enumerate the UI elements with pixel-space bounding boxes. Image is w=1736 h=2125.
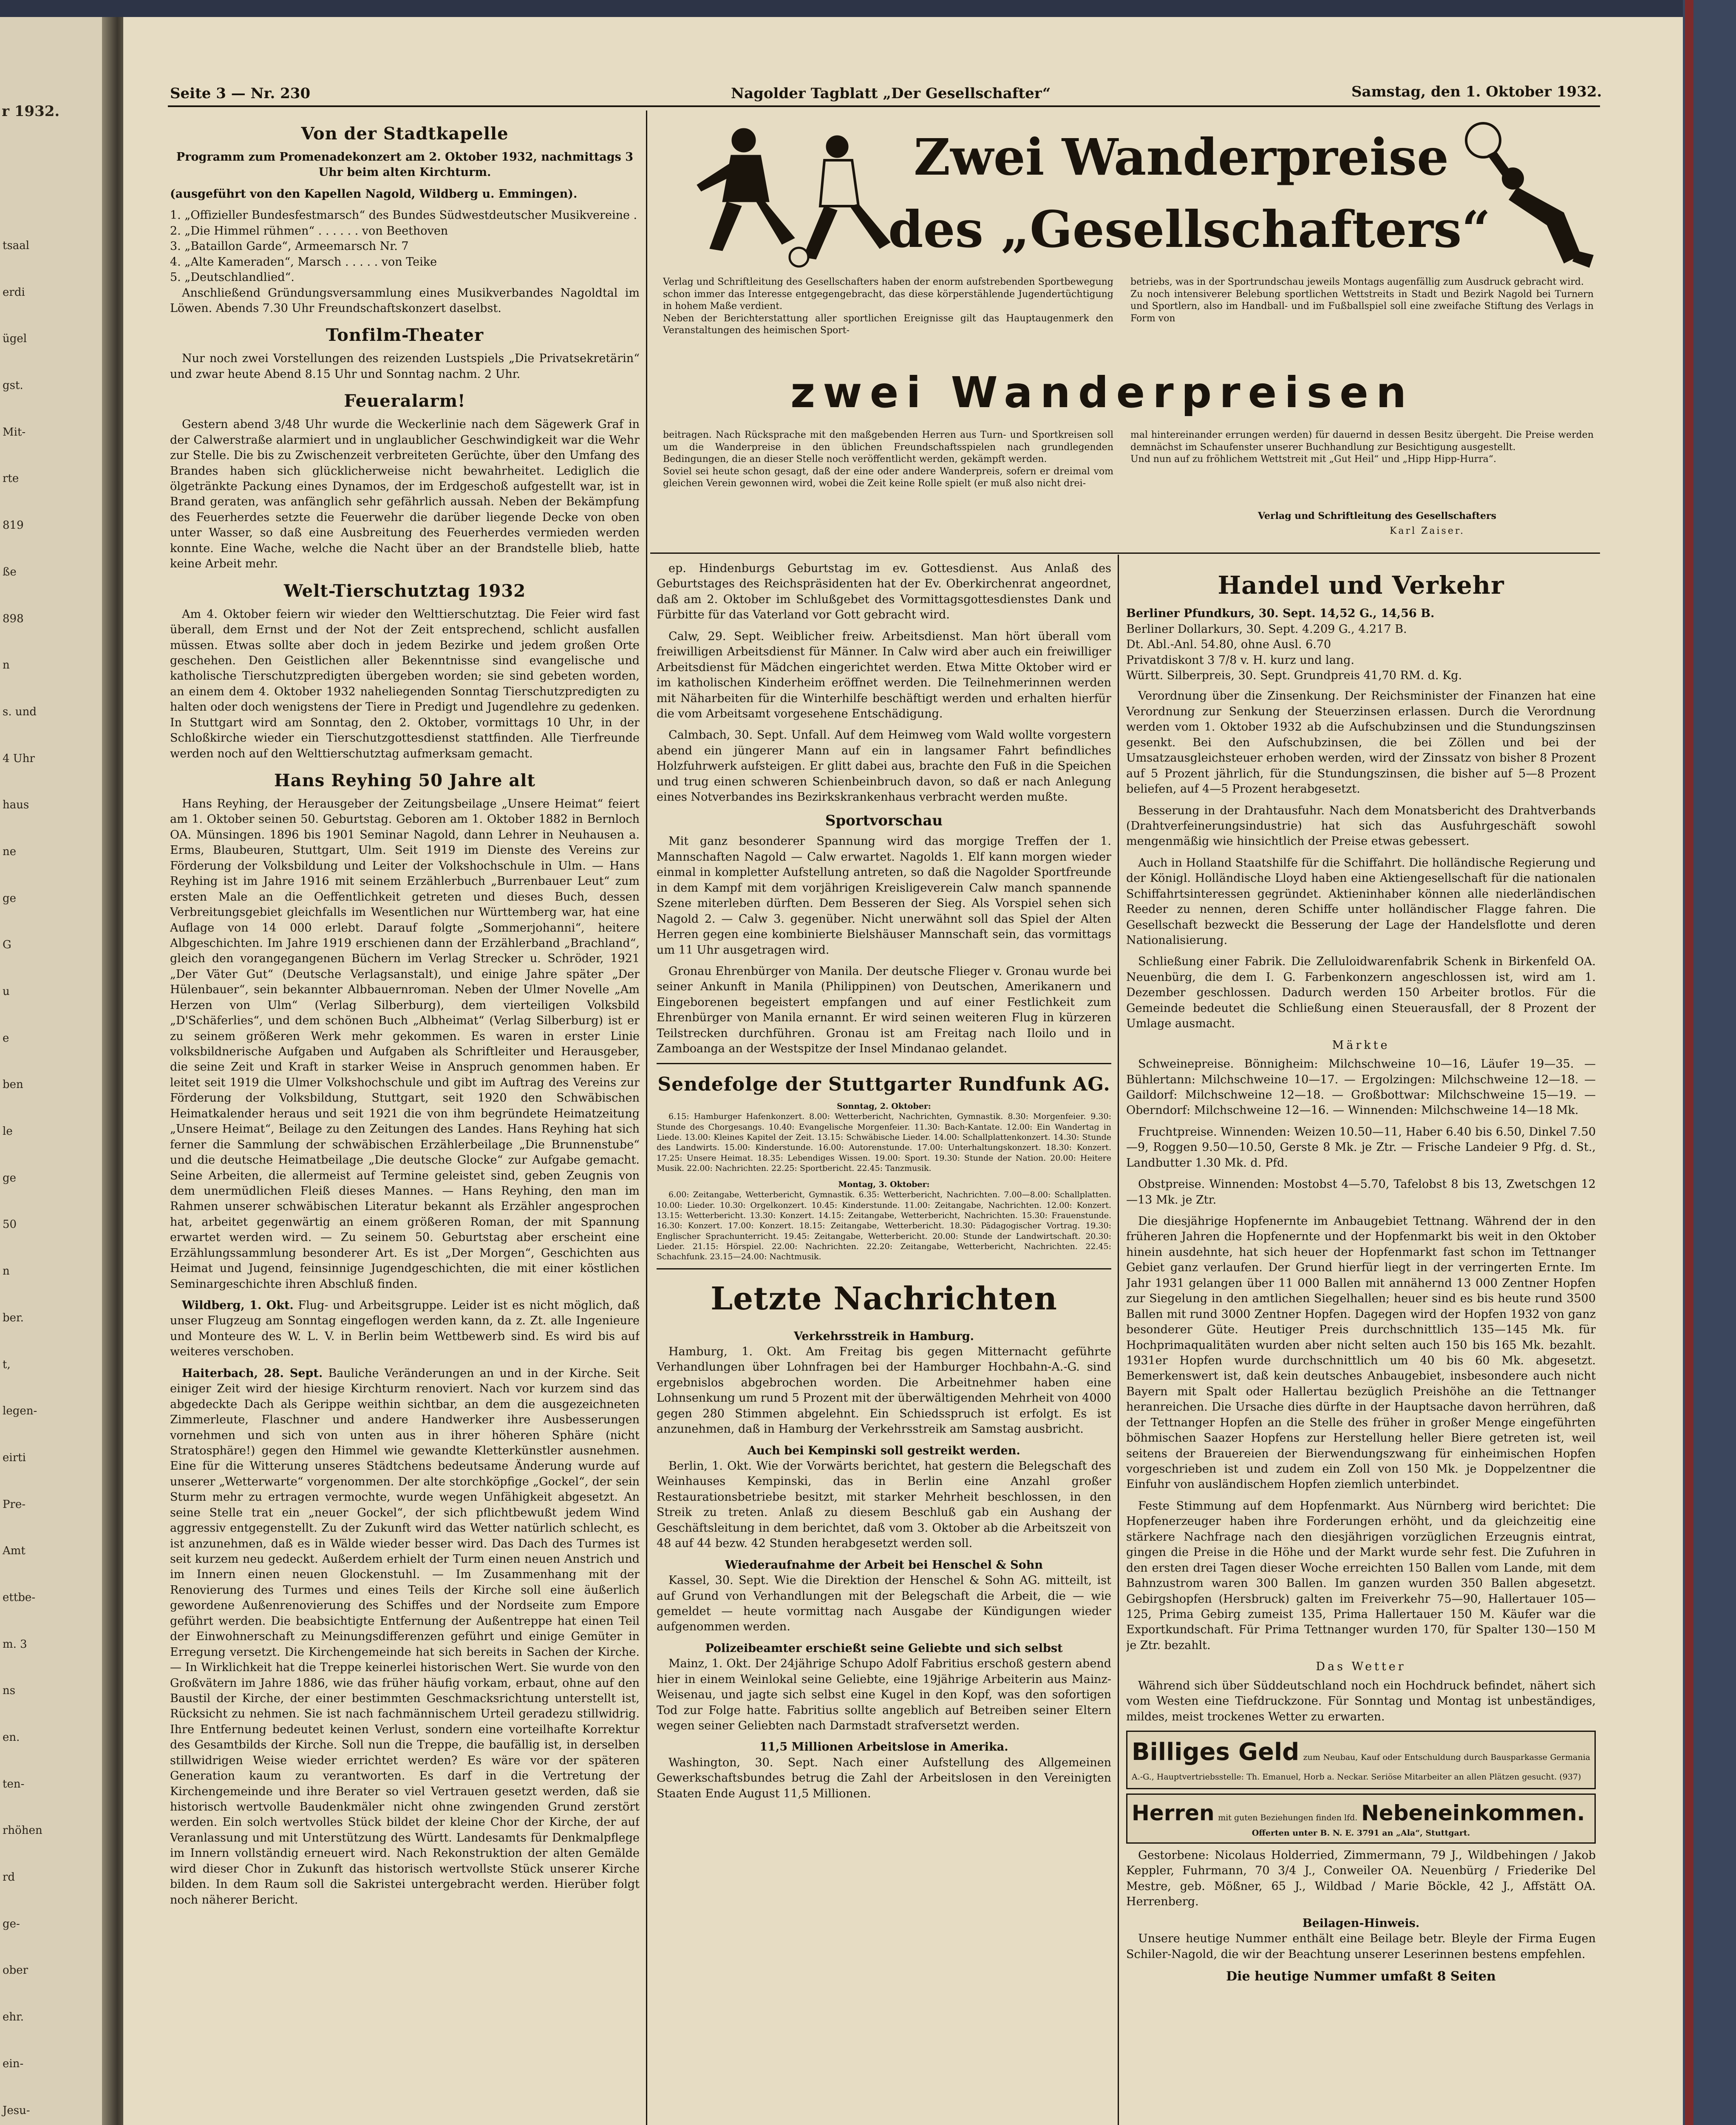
maerkte-title: Märkte <box>1332 1038 1390 1052</box>
column-left <box>170 115 640 2125</box>
mainz-title: Polizeibeamter erschießt seine Geliebte und sich selbst <box>705 1641 1063 1655</box>
previous-page-fragment: m. 3 <box>3 1638 27 1651</box>
henschel-article: Kassel, 30. Sept. Wie die Direktion der Henschel & Sohn AG. mitteilt, ist auf Grund von Verhandlungen mit der Belegschaft die Arbeit, die — wie gemeldet — heute vormittag nach Ausgabe der Kündigungen wieder aufgenommen werden. <box>657 1574 1111 1634</box>
previous-page-fragment: n <box>3 659 10 672</box>
previous-page-fragment: erdi <box>3 286 25 299</box>
stadtkapelle-performers: (ausgeführt von den Kapellen Nagold, Wildberg u. Emmingen). <box>170 187 578 201</box>
letzte-nachrichten-title: Letzte Nachrichten <box>711 1280 1057 1317</box>
goalkeeper-illustration <box>1453 115 1598 276</box>
draht-article: Besserung in der Drahtausfuhr. Nach dem Monatsbericht des Drahtverbands (Drahtverfeinerungsindustrie) hat sich das Ausfuhrgeschäft sowohl mengenmäßig wie hinsichtlich der Preise etwas gebessert. <box>1126 804 1596 848</box>
previous-page-fragment: rd <box>3 1871 15 1884</box>
wanderpreise-headline-1: Zwei Wanderpreise <box>914 128 1449 187</box>
ad-billiges-geld-headline: Billiges Geld <box>1132 1738 1300 1766</box>
previous-page-fragment: u <box>3 985 10 998</box>
sport-article: Mit ganz besonderer Spannung wird das morgige Treffen der 1. Mannschaften Nagold — Calw erwartet. Nagolds 1. Elf kann morgen wieder einmal in kompletter Aufstellung antreten, so daß die Nagolder Sportfreunde in dem Kampf mit dem vorjährigen Kreisligeverein Calw manch spannende Szene miterleben dürften. Dem Besseren der Sieg. Als Vorspiel sehen sich Nagold 2. — Calw 3. gegenüber. Nicht unerwähnt soll das Spiel der Alten Herren gegen eine kombinierte Bielshäuser Mannschaft sein, das vormittags um 11 Uhr ausgetragen wird. <box>657 835 1111 957</box>
previous-page-fragment: ns <box>3 1684 16 1697</box>
calw-article: Calw, 29. Sept. Weiblicher freiw. Arbeitsdienst. Man hört überall vom freiwilligen Arbeitsdienst für Männer. In Calw wird aber auch ein freiwilliger Arbeitsdienst für Mädchen eingerichtet werden. Etwa Mitte Oktober wird er im katholischen Kinderheim eröffnet werden. Die Teilnehmerinnen werden mit Näharbeiten für die Winterhilfe beschäftigt werden und erhalten hierfür die vom Arbeitsamt vorgesehene Entschädigung. <box>657 629 1111 720</box>
previous-page-fragment: ügel <box>3 332 27 346</box>
manila-article: Gronau Ehrenbürger von Manila. Der deutsche Flieger v. Gronau wurde bei seiner Ankunft in Manila (Philippinen) von Deutschen, Amerikanern und Eingeborenen begeistert empfangen und auf einer Festlichkeit zum Ehrenbürger von Manila ernannt. Er wird seinen weiteren Flug in kürzeren Teilstrecken durchführen. Gronau ist am Freitag nach Iloilo und in Zamboanga an der Westspitze der Insel Mindanao gelandet. <box>657 964 1111 1056</box>
previous-page-fragment: rhöhen <box>3 1824 42 1837</box>
tonfilm-text: Nur noch zwei Vorstellungen des reizenden Lustspiels „Die Privatsekretärin“ und zwar heute Abend 8.15 Uhr und Sonntag nachm. 2 Uhr. <box>170 352 640 381</box>
haiterbach-text: Bauliche Veränderungen an und in der Kirche. Seit einiger Zeit wird der hiesige Kirchturm renoviert. Nach vor kurzem sind das abgedeckte Dach als Gerippe weithin sichtbar, an dem die ausgezeichneten Zimmerleute, Flaschner und andere Handwerker ihre Ausbesserungen vornehmen und sich von unten aus in ihrer höheren Sphäre (nicht Stratosphäre!) gegen den Himmel wie gewandte Kletterkünstler ausnehmen. Eine für die Witterung unseres Städtchens bedeutsame Änderung wurde auf unserer „Wetterwarte“ vorgenommen. Der alte storchköpfige „Gockel“, der sein Sturm mehr zu ertragen vermochte, wurde wegen Unfähigkeit abgesetzt. An seine Stelle trat ein „neuer Gockel“, der sich pflichtbewußt jedem Wind aggressiv entgegenstellt. Zu der Zukunft wird das Wetter natürlich schlecht, es ist anzunehmen, daß es in Wälde wieder besser wird. Das Dach des Turmes ist seit kurzem neu gedeckt. Außerdem erhielt der Turm einen neuen Anstrich und im Innern einen neuen Glockenstuhl. — Im Zusammenhang mit der Renovierung des Turmes und eines Teils der Kirche soll eine äußerlich gewordene Außenrenovierung des Schiffes und der Nordseite zum Empore geführt werden. Die beabsichtigte Entfernung der Außentreppe hat einen Teil der Einwohnerschaft zu Meinungsdifferenzen geführt und einige Gemüter in Erregung versetzt. Die Kirchengemeinde hat sich bereits in Sachen der Kirche. — In Wirklichkeit hat die Treppe keinerlei historischen Wert. Sie wurde von den Großvätern im Jahre 1886, wie das früher häufig vorkam, erbaut, ohne auf den Baustil der Kirche, der einer bestimmten Geschmacksrichtung unterstellt ist, Rücksicht zu nehmen. Sie ist nach fachmännischem Urteil geradezu stillwidrig. Ihre Entfernung bedeutet keinen Verlust, sondern eine vorteilhafte Korrektur des Gesamtbilds der Kirche. Soll nun die Treppe, die baufällig ist, in derselben stillwidrigen Weise wieder errichtet werden? Es wäre vor der späteren Generation kaum zu verantworten. Es darf in die Vertretung der Kirchengemeinde und ihre Berater so viel Vertrauen gesetzt werden, daß sie historisch wertvolle Baudenkmäler nicht ohne zwingenden Grund zerstört werden. Ein solch wertvolles Stück bildet der kleine Chor der Kirche, der auf Veranlassung und mit Unterstützung des Württ. Landesamts für Denkmalpflege im Innern vollständig erneuert wird. Nach Rekonstruktion der alten Gemälde wird dieser Chor in Zukunft das historisch wertvollste Stück unserer Kirche bilden. In dem Raum soll die Sakristei untergebracht werden. Hierüber folgt noch näherer Bericht. <box>170 1366 640 1907</box>
issue-date: Samstag, den 1. Oktober 1932. <box>1351 83 1602 100</box>
zinsen-article: Verordnung über die Zinsenkung. Der Reichsminister der Finanzen hat eine Verordnung zur Senkung der Steuerzinsen erlassen. Durch die Verordnung werden vom 1. Oktober 1932 ab die Aufschubzinsen und die Stundungszinsen gesenkt. Bei den Aufschubzinsen, die bei Zöllen und bei der Umsatzausgleichsteuer erhoben werden, wird der Zinssatz von bisher 8 Prozent auf 5 Prozent jährlich, für die Stundungszinsen, die bisher auf 5—8 Prozent beliefen, auf 4—5 Prozent herabgesetzt. <box>1126 689 1596 796</box>
hopfen-article: Die diesjährige Hopfenernte im Anbaugebiet Tettnang. Während der in den früheren Jahren die Hopfenernte und der Hopfenmarkt bis weit in den Oktober hinein ausdehnte, hat sich heuer der Hopfenmarkt fast schon im Tettnanger Gebiet ganz verlaufen. Der Grund hierfür liegt in der verringerten Ernte. Im Jahr 1931 gelangen über 11 000 Ballen mit annähernd 13 000 Zentner Hopfen zur Siegelung in den amtlichen Siegelhallen; heuer sind es bis heute rund 3500 Ballen mit rund 3000 Zentner Hopfen. Dagegen wird der Hopfen 1932 von ganz besonderer Güte. Heutiger Preis durchschnittlich 135—145 Mk. für Hochprimaqualitäten wurden aber nicht selten auch 150 bis 165 Mk. bezahlt. 1931er Hopfen wurde durchschnittlich um 40 bis 60 Mk. abgesetzt. Bemerkenswert ist, daß kein deutsches Anbaugebiet, insbesondere auch nicht Bayern mit Spalt oder Hallertau bezüglich Preishöhe an die Tettnanger heranreichen. Die Ursache dies dürfte in der Hauptsache davon herrühren, daß der Tettnanger Hopfen an die Stelle des früher in großer Menge eingeführten böhmischen Saazer Hopfens zur Herstellung heller Biere getreten ist, weil seitens der Brauereien der Bierwendungszwang für einheimischen Hopfen vorgeschrieben ist und zudem ein Zoll von 150 Mk. je Doppelzentner die Einfuhr von ausländischem Hopfen ziemlich unterbindet. <box>1126 1215 1596 1491</box>
radio-top-rule <box>657 1063 1111 1064</box>
program-item: 1. „Offizieller Bundesfestmarsch“ des Bundes Südwestdeutscher Musikvereine . <box>170 209 637 222</box>
previous-page-fragment: ge- <box>3 1917 20 1930</box>
fabrik-article: Schließung einer Fabrik. Die Zelluloidwarenfabrik Schenk in Birkenfeld OA. Neuenbürg, die dem I. G. Farbenkonzern angeschlossen ist, wird am 1. Dezember geschlossen. Dadurch werden 150 Arbeiter brotlos. Für die Gemeinde bedeutet die Schließung einen Steuerausfall, der 8 Prozent der Umlage ausmacht. <box>1126 955 1596 1031</box>
previous-page-fragment: ehr. <box>3 2011 24 2024</box>
ad-herren-contact: Offerten unter B. N. E. 3791 an „Ala“, Stuttgart. <box>1252 1828 1470 1838</box>
column-rule-1 <box>646 110 647 2125</box>
previous-page-fragment: haus <box>3 799 29 812</box>
ad-herren-headline: Herren <box>1132 1801 1215 1826</box>
pfundkurs: Berliner Pfundkurs, 30. Sept. 14,52 G., 14,56 B. <box>1126 607 1435 620</box>
previous-page-fragment: t, <box>3 1358 11 1371</box>
previous-page-fragment: ben <box>3 1078 23 1091</box>
dollarkurs: Berliner Dollarkurs, 30. Sept. 4.209 G., 4.217 B. <box>1126 622 1407 636</box>
feueralarm-title: Feueralarm! <box>344 391 466 411</box>
radio-sunday-title: Sonntag, 2. Oktober: <box>837 1101 931 1111</box>
holland-article: Auch in Holland Staatshilfe für die Schiffahrt. Die holländische Regierung und der Königl. Holländische Lloyd haben eine Aktiengesellschaft für die nationalen Schiffahrtsinteressen gegründet. Aktieninhaber können alle niederländischen Reeder zu nennen, deren Schiffe unter holländischer Flagge fahren. Die Gesellschaft bezweckt die Besserung der Lage der Handelsflotte und deren Nationalisierung. <box>1126 856 1596 947</box>
sport-title: Sportvorschau <box>825 812 943 829</box>
program-item: 3. „Bataillon Garde“, Armeemarsch Nr. 7 <box>170 240 409 253</box>
wanderpreise-intro-left: Verlag und Schriftleitung des Gesellschafters haben der enorm aufstrebenden Sportbewegung schon immer das Interesse entgegengebracht, das diese körperstählende Jugendertüchtigung in hohem Maße verdient. Neben der Berichterstattung aller sportlichen Ereignisse gilt das Hauptaugenmerk den Veranstaltungen des heimischen Sport- <box>663 277 1113 336</box>
previous-page-fragment: ten- <box>3 1777 25 1791</box>
kempinski-title: Auch bei Kempinski soll gestreikt werden. <box>748 1444 1020 1457</box>
radio-monday-title: Montag, 3. Oktober: <box>838 1180 930 1190</box>
previous-page-fragments <box>3 238 100 2125</box>
previous-page-fragment: Mit- <box>3 425 26 439</box>
kempinski-article: Berlin, 1. Okt. Wie der Vorwärts berichtet, hat gestern die Belegschaft des Weinhauses Kempinski, das in Berlin eine Anzahl großer Restaurationsbetriebe besitzt, mit starker Mehrheit beschlossen, in den Streik zu treten. Anlaß zu diesem Beschluß gab ein Aushang der Geschäftsleitung in dem berichtet, daß vom 3. Oktober ab die Arbeitszeit von 48 auf 44 bezw. 42 Stunden herabgesetzt werden soll. <box>657 1459 1111 1550</box>
column-rule-2 <box>1118 555 1119 2125</box>
tierschutz-text: Am 4. Oktober feiern wir wieder den Welttierschutztag. Die Feier wird fast überall, dem Ernst und der Not der Zeit entsprechend, schlicht ausfallen müssen. Etwas sollte aber doch in jedem Bezirke und jedem großen Orte geschehen. Den Geistlichen aller Bekenntnisse sind evangelische und katholische Tierschutzpredigten übergeben worden; sie sind gebeten worden, an einem dem 4. Oktober 1932 naheliegenden Sonntag Tierschutzpredigten zu halten oder doch wenigstens der Tiere in Predigt und Jugendlehre zu gedenken. In Stuttgart wird am Sonntag, den 2. Oktober, vormittags 10 Uhr, in der Schloßkirche wieder ein Tierschutzgottesdienst stattfinden. Alle Tierfreunde werden noch auf den Welttierschutztag aufmerksam gemacht. <box>170 607 640 760</box>
column-middle <box>657 561 1111 2125</box>
anleihe: Dt. Abl.-Anl. 54.80, ohne Ausl. 6.70 <box>1126 638 1331 652</box>
previous-page-fragment: n <box>3 1265 10 1278</box>
previous-page-fragment: ge <box>3 892 17 905</box>
ad-nebeneinkommen-headline: Nebeneinkommen. <box>1361 1801 1585 1826</box>
stadtkapelle-title: Von der Stadtkapelle <box>301 124 509 144</box>
ad-herren-mid: mit guten Beziehungen finden lfd. <box>1218 1813 1358 1823</box>
schweine-prices: Schweinepreise. Bönnigheim: Milchschweine 10—16, Läufer 19—35. — Bühlertann: Milchschweine 10—17. — Ergolzingen: Milchschweine 12—18. — Gaildorf: Milchschweine 12—18. — Großbottwar: Milchschweine 15—19. — Oberndorf: Milchschweine 12—16. — Winnenden: Milchschweine 14—18 Mk. <box>1126 1057 1596 1117</box>
mainz-article: Mainz, 1. Okt. Der 24jährige Schupo Adolf Fabritius erschoß gestern abend hier in einem Weinlokal seine Geliebte, eine 19jährige Arbeiterin aus Mainz-Weisenau, und jagte sich selbst eine Kugel in den Kopf, was den sofortigen Tod zur Folge hatte. Fabritius sollte angeblich auf Betreiben seiner Eltern wegen seiner Geliebten nach Darmstadt strafversetzt werden. <box>657 1657 1111 1733</box>
previous-page-fragment: s. und <box>3 705 37 718</box>
beilagen-notice: Unsere heutige Nummer enthält eine Beilage betr. Bleyle der Firma Eugen Schiler-Nagold, die wir der Beachtung unserer Leserinnen bestens empfehlen. <box>1126 1932 1596 1961</box>
previous-page-fragment: ne <box>3 845 17 858</box>
wildberg-text: Flug- und Arbeitsgruppe. Leider ist es nicht möglich, daß unser Flugzeug am Sonntag eingeflogen werden kann, da z. Zt. alle Ingenieure und Monteure des W. L. V. in Berlin beim Wettbewerb sind. Es wird bis auf weiteres verschoben. <box>170 1299 640 1359</box>
previous-page-fragment: Jesu- <box>3 2104 30 2117</box>
wanderpreise-body-right: mal hintereinander errungen werden) für dauernd in dessen Besitz übergeht. Die Preise werden demnächst im Schaufenster unserer Buchhandlung zur Besichtigung ausgestellt. Und nun auf zu fröhlichem Wettstreit mit „Gut Heil“ und „Hipp Hipp-Hurra“. <box>1130 430 1594 465</box>
previous-page-fragment: ge <box>3 1171 17 1184</box>
amerika-article: Washington, 30. Sept. Nach einer Aufstellung des Allgemeinen Gewerkschaftsbundes betrug die Zahl der Arbeitslosen in den Vereinigten Staaten Ende August 11,5 Millionen. <box>657 1756 1111 1800</box>
radio-monday-program: 6.00: Zeitangabe, Wetterbericht, Gymnastik. 6.35: Wetterbericht, Nachrichten. 7.00—8.00: Schallplatten. 10.00: Lieder. 10.30: Orgelkonzert. 10.45: Kinderstunde. 11.00: Zeitangabe, Nachrichten. 12.00: Konzert. 13.15: Wetterbericht. 13.30: Konzert. 14.15: Zeitangabe, Wetterbericht, Nachrichten. 15.30: Frauenstunde. 16.30: Konzert. 17.00: Konzert. 18.15: Zeitangabe, Wetterbericht. 18.30: Pädagogischer Vortrag. 19.30: Englischer Sprachunterricht. 19.45: Zeitangabe, Wetterbericht. 20.00: Stunde der Landwirtschaft. 20.30: Lieder. 21.15: Hörspiel. 22.00: Nachrichten. 22.20: Zeitangabe, Wetterbericht, Nachrichten. 22.45: Schachfunk. 23.15—24.00: Nachtmusik. <box>657 1190 1111 1262</box>
previous-page-fragment: Amt <box>3 1544 25 1558</box>
wanderpreise-intro-right: betriebs, was in der Sportrundschau jeweils Montags augenfällig zum Ausdruck gebracht wird. Zu noch intensiverer Belebung sportlichen Wettstreits in Stadt und Bezirk Nagold bei Turnern und Sportlern, also im Handball- und im Fußballspiel soll eine zweifache Stiftung des Verlags in Form von <box>1130 277 1594 324</box>
hamburg-article: Hamburg, 1. Okt. Am Freitag bis gegen Mitternacht geführte Verhandlungen über Lohnfragen bei der Hamburger Hochbahn-A.-G. sind ergebnislos abgebrochen worden. Die Arbeitnehmer haben eine Lohnsenkung um rund 5 Prozent mit der überwältigenden Mehrheit von 4000 gegen 280 Stimmen abgelehnt. Ein Schiedsspruch ist erfolgt. Es ist anzunehmen, daß in Hamburg der Verkehrsstreik am Samstag ausbricht. <box>657 1345 1111 1436</box>
program-item: 5. „Deutschlandlied“. <box>170 271 295 284</box>
football-players-illustration <box>659 121 922 278</box>
privatdiskont: Privatdiskont 3 7/8 v. H. kurz und lang. <box>1126 653 1354 667</box>
previous-page-fragment: 50 <box>3 1218 17 1231</box>
previous-page-fragment: ein- <box>3 2057 24 2070</box>
wildberg-dateline: Wildberg, 1. Okt. <box>182 1299 294 1312</box>
column-right <box>1126 561 1596 2125</box>
obst-prices: Obstpreise. Winnenden: Mostobst 4—5.70, Tafelobst 8 bis 13, Zwetschgen 12—13 Mk. je Ztr. <box>1126 1178 1596 1207</box>
ad-billiges-geld-text: zum Neubau, Kauf oder Entschuldung durch Bausparkasse Germania A.-G., Hauptvertriebsstelle: Th. Emanuel, Horb a. Neckar. Seriöse Mitarbeiter an allen Plätzen gesucht. (937) <box>1132 1753 1590 1782</box>
wanderpreise-headline-2: des „Gesellschafters“ <box>888 200 1491 259</box>
silberpreis: Württ. Silberpreis, 30. Sept. Grundpreis 41,70 RM. d. Kg. <box>1126 669 1462 683</box>
wetter-article: Während sich über Süddeutschland noch ein Hochdruck befindet, nähert sich vom Westen eine Tiefdruckzone. Für Sonntag und Montag ist unbeständiges, mildes, meist trockenes Wetter zu erwarten. <box>1126 1679 1596 1723</box>
henschel-title: Wiederaufnahme der Arbeit bei Henschel & Sohn <box>725 1558 1043 1572</box>
hamburg-title: Verkehrsstreik in Hamburg. <box>793 1329 974 1343</box>
previous-page-fragment: eirti <box>3 1451 26 1464</box>
wanderpreise-banner: zwei Wanderpreisen <box>790 368 1414 417</box>
wanderpreis-bottom-rule <box>650 552 1600 554</box>
billiges-geld-ad <box>1126 1731 1596 1789</box>
hindenburg-article: ep. Hindenburgs Geburtstag im ev. Gottesdienst. Aus Anlaß des Geburtstages des Reichspräsidenten hat der Ev. Oberkirchenrat angeordnet, daß am 2. Oktober im Schlußgebet des Vormittagsgottesdienstes Dank und Fürbitte für das Vaterland vor Gott gebracht wird. <box>657 562 1111 622</box>
wanderpreise-signature-publisher: Verlag und Schriftleitung des Gesellschafters <box>1258 510 1497 521</box>
wetter-title: Das Wetter <box>1316 1660 1406 1674</box>
previous-page-fragment: legen- <box>3 1405 37 1418</box>
wanderpreise-signature-editor: Karl Zaiser. <box>1390 526 1465 536</box>
page-count-note: Die heutige Nummer umfaßt 8 Seiten <box>1226 1969 1496 1984</box>
stadtkapelle-outro: Anschließend Gründungsversammlung eines Musikverbandes Nagoldtal im Löwen. Abends 7.30 Uhr Freundschaftskonzert daselbst. <box>170 286 640 315</box>
previous-page-fragment: tsaal <box>3 239 30 252</box>
haiterbach-dateline: Haiterbach, 28. Sept. <box>182 1366 323 1380</box>
program-item: 4. „Alte Kameraden“, Marsch . . . . . von Teike <box>170 255 437 269</box>
previous-page-fragment: gst. <box>3 379 23 392</box>
amerika-title: 11,5 Millionen Arbeitslose in Amerika. <box>759 1740 1008 1754</box>
previous-page-fragment: 898 <box>3 612 24 625</box>
previous-page-fragment: 819 <box>3 519 24 532</box>
previous-page-fragment: ober <box>3 1964 28 1977</box>
feueralarm-text: Gestern abend 3/48 Uhr wurde die Weckerlinie nach dem Sägewerk Graf in der Calwerstraße alarmiert und in unglaublicher Geschwindigkeit war die Wehr zur Stelle. Die bis zu Zwischenzeit verbreiteten Gerüchte, über den Umfang des Brandes haben sich glücklicherweise nicht bewahrheitet. Lediglich die ölgetränkte Packung eines Dynamos, der im Erdgeschoß aufgestellt war, ist in Brand geraten, was anfänglich sehr gefährlich aussah. Neben der Bekämpfung des Feuerherdes setzte die Feuerwehr die darüber liegende Decke von oben unter Wasser, so daß eine Ausbreitung des Feuerherdes vermieden werden konnte. Eine Wache, welche die Nacht über an der Brandstelle blieb, hatte keine Arbeit mehr. <box>170 418 640 571</box>
previous-page-fragment: G <box>3 938 11 952</box>
newspaper-title: Nagolder Tagblatt „Der Gesellschafter“ <box>731 85 1051 102</box>
stadtkapelle-intro: Programm zum Promenadekonzert am 2. Oktober 1932, nachmittags 3 Uhr beim alten Kirchturm. <box>176 150 634 179</box>
nebeneinkommen-ad <box>1126 1794 1596 1844</box>
radio-sunday-program: 6.15: Hamburger Hafenkonzert. 8.00: Wetterbericht, Nachrichten, Gymnastik. 8.30: Morgenfeier. 9.30: Stunde des Chorgesangs. 10.40: Evangelische Morgenfeier. 11.30: Bach-Kantate. 12.00: Ein Wandertag in Liede. 13.00: Kleines Kapitel der Zeit. 13.15: Schwäbische Lieder. 14.00: Schallplattenkonzert. 14.30: Stunde des Landwirts. 15.00: Kinderstunde. 16.00: Autorenstunde. 17.00: Unterhaltungskonzert. 18.30: Konzert. 17.25: Unsere Heimat. 18.35: Lebendiges Wissen. 19.00: Sport. 19.30: Stunde der Nation. 20.00: Heitere Musik. 22.00: Nachrichten. 22.25: Sportbericht. 22.45: Tanzmusik. <box>657 1112 1111 1173</box>
previous-page-fragment: ettbe- <box>3 1591 36 1604</box>
tonfilm-title: Tonfilm-Theater <box>326 325 484 346</box>
haiterbach-article <box>170 1366 640 1908</box>
previous-page-fragment: le <box>3 1125 13 1138</box>
gestorbene-notice: Gestorbene: Nicolaus Holderried, Zimmermann, 79 J., Wildbehingen / Jakob Keppler, Fuhrmann, 70 3/4 J., Conweiler OA. Neuenbürg / Friederike Del Mestre, geb. Mößner, 65 J., Wildbad / Marie Böckle, 42 J., Affstätt OA. Herrenberg. <box>1126 1848 1596 1909</box>
binding-strip <box>1685 0 1694 2125</box>
reyhing-title: Hans Reyhing 50 Jahre alt <box>274 771 535 790</box>
radio-title: Sendefolge der Stuttgarter Rundfunk AG. <box>657 1073 1110 1095</box>
masthead-rule <box>168 105 1600 107</box>
wildberg-article <box>170 1298 640 1360</box>
calmbach-article: Calmbach, 30. Sept. Unfall. Auf dem Heimweg vom Wald wollte vorgestern abend ein jüngerer Mann auf ein in langsamer Fahrt befindliches Holzfuhrwerk aufsteigen. Er glitt dabei aus, brachte den Fuß in die Speichen und trug einen schweren Schienbeinbruch davon, so daß er nach Anlegung eines Notverbandes ins Bezirkskrankenhaus verbracht werden mußte. <box>657 728 1111 804</box>
handel-title: Handel und Verkehr <box>1218 571 1504 600</box>
radio-bottom-rule <box>657 1268 1111 1269</box>
program-list <box>170 208 640 285</box>
previous-page-fragment: e <box>3 1031 9 1045</box>
wanderpreise-body-left: beitragen. Nach Rücksprache mit den maßgebenden Herren aus Turn- und Sportkreisen soll um die Wanderpreise in den üblichen Freundschaftsspielen nach grundlegenden Bedingungen, die an dieser Stelle noch veröffentlicht werden, gekämpft werden. Soviel sei heute schon gesagt, daß der eine oder andere Wanderpreis, sofern er dreimal vom gleichen Verein gewonnen wird, wobei die Zeit keine Rolle spielt (er muß also nicht drei- <box>663 430 1113 489</box>
tierschutz-title: Welt-Tierschutztag 1932 <box>283 581 526 601</box>
previous-page-fragment: rte <box>3 472 19 485</box>
frucht-prices: Fruchtpreise. Winnenden: Weizen 10.50—11, Haber 6.40 bis 6.50, Dinkel 7.50—9, Roggen 9.50—10.50, Gerste 8 Mk. je Ztr. — Frische Landeier 9 Pfg. d. St., Landbutter 1.30 Mk. d. Pfd. <box>1126 1125 1596 1170</box>
previous-page-fragment: ße <box>3 565 17 578</box>
nuernberg-article: Feste Stimmung auf dem Hopfenmarkt. Aus Nürnberg wird berichtet: Die Hopfenerzeuger haben ihre Forderungen erhöht, und da gleichzeitig eine stärkere Nachfrage nach den diesjährigen vorzüglichen Erzeugnis eintrat, gingen die Preise in die Höhe und der Markt wurde sehr fest. Die Zufuhren in den ersten drei Tagen dieser Woche erreichten 150 Ballen vom Lande, mit dem Bahnzustrom waren 300 Ballen. Im ganzen wurden 350 Ballen abgesetzt. Gebirgshopfen (Hersbruck) galten im Freiverkehr 75—90, Hallertauer 105—125, Prima Gebirg zumeist 135, Prima Hallertauer 150 M. Käufer war die Exportkundschaft. Für Prima Tettnanger wurden 170, für Spalter 130—150 M je Ztr. bezahlt. <box>1126 1499 1596 1652</box>
previous-page-fragment: ber. <box>3 1311 24 1324</box>
program-item: 2. „Die Himmel rühmen“ . . . . . . von Beethoven <box>170 224 448 238</box>
previous-page-fragment: en. <box>3 1731 20 1744</box>
page-number-issue: Seite 3 — Nr. 230 <box>170 85 311 102</box>
reyhing-text: Hans Reyhing, der Herausgeber der Zeitungsbeilage „Unsere Heimat“ feiert am 1. Oktober seinen 50. Geburtstag. Geboren am 1. Oktober 1882 in Bernloch OA. Münsingen. 1896 bis 1901 Seminar Nagold, dann Lehrer in Neuhausen a. Erms, Blaubeuren, Stuttgart, Ulm. Seit 1919 im Dienste des Vereins zur Förderung der Volksbildung und Leiter der Volkshochschule in Ulm. — Hans Reyhing ist im Jahre 1916 mit seinem Erzählerbuch „Burrenbauer Leut“ zum ersten Male an die Oeffentlichkeit getreten und dieses Buch, dessen Verbreitungsgebiet gleichfalls im Wesentlichen nur Württemberg war, hat eine Auflage von 14 000 erlebt. Darauf folgte „Sommerjohanni“, heitere Albgeschichten. Im Jahre 1919 erschienen dann der Erzählerband „Brachland“, gleich den vorangegangenen Büchern im Verlag Strecker u. Schröder, 1921 „Der Väter Gut“ (Deutsche Verlagsanstalt), und einige Jahre später „Der Hülenbauer“, sein bekannter Albbauernroman. Neben der Ulmer Novelle „Am Herzen von Ulm“ (Verlag Silberburg), dem vierteiligen Volksbild „D'Schäferlies“, und dem schönen Buch „Albheimat“ (Verlag Silberburg) ist er zu seinem größeren Werk mehr gekommen. Es waren in erster Linie volksbildnerische Aufgaben und Aufgaben als Schriftleiter und Herausgeber, die seine Zeit und Kraft in starker Weise in Anspruch genommen haben. Er leitet seit 1919 die Ulmer Volkshochschule und gibt im Auftrag des Vereins zur Förderung der Volksbildung, Stuttgart, seit 1920 den Schwäbischen Heimatkalender heraus und seit 1921 die von ihm begründete Heimatzeitung „Unsere Heimat“, Beilage zu den Zeitungen des Landes. Hans Reyhing hat sich ferner die Sammlung der schwäbischen Erzählerbeilage „Die Brunnenstube“ und die deutsche Heimatbeilage „Die deutsche Glocke“ zur Aufgabe gemacht. Seine Arbeiten, die allermeist auf Termine geleistet sind, geben Zeugnis von dem unermüdlichen Fleiß dieses Mannes. — Hans Reyhing, den man im Rahmen unserer schwäbischen Literatur bekannt als Erzähler angesprochen hat, arbeitet gegenwärtig an einem größeren Roman, der mit Spannung erwartet werden wird. — Zu seinem 50. Geburtstag aber erscheint eine Erzählungssammlung besonderer Art. Es ist „Der Morgen“, Geschichten aus Heimat und Jugend, feinsinnige Jugendgeschichten, die mit einer köstlichen Seminargeschichte ihren Abschluß finden. <box>170 797 640 1291</box>
previous-page-fragment: Pre- <box>3 1498 26 1511</box>
previous-page-fragment: 4 Uhr <box>3 752 35 765</box>
beilagen-title: Beilagen-Hinweis. <box>1302 1916 1420 1930</box>
previous-page-year: r 1932. <box>2 103 60 120</box>
